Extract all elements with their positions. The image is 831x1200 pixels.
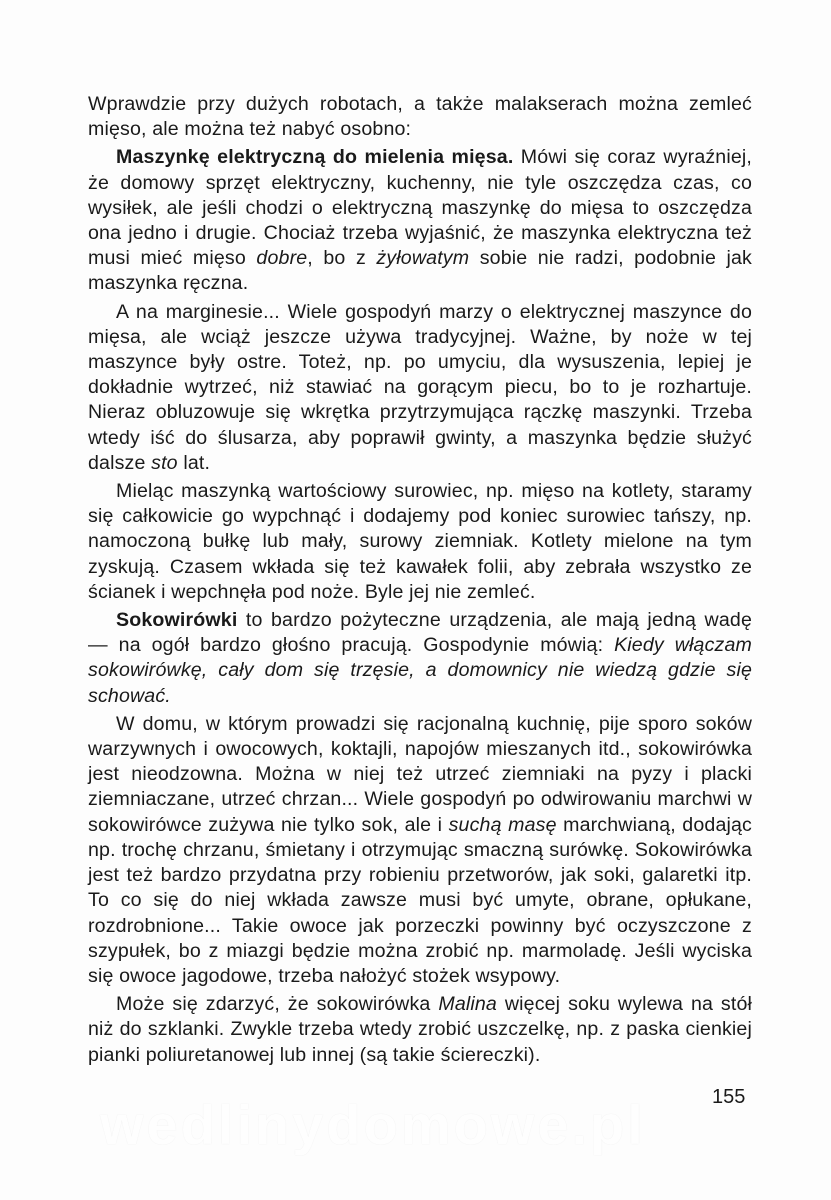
paragraph-3: A na marginesie... Wiele gospodyń marzy o elektrycznej maszynce do mięsa, ale wciąż jeszcze używa tradycyjnej. Ważne, by noże w tej maszynce były ostre. Toteż, np. po umyciu, dla wysuszenia, lepiej je dokładnie wytrzeć, niż stawiać na gorącym piecu, bo to je rozhartuje. Nieraz obluzowuje się wkrętka przytrzymująca rączkę maszynki. Trzeba wtedy iść do ślusarza, aby poprawił gwinty, a maszynka będzie służyć dalsze sto lat. bbox=[88, 300, 752, 474]
heading-meat-grinder: Maszynkę elektryczną do mielenia mięsa. bbox=[116, 146, 514, 169]
heading-juicers: Sokowirówki bbox=[116, 609, 238, 632]
paragraph-4: Mieląc maszynką wartościowy surowiec, np. mięso na kotlety, staramy się całkowicie go wypchnąć i dodajemy pod koniec surowiec tańszy, np. namoczoną bułkę lub mały, surowy ziemniak. Kotlety mielone na tym zyskują. Czasem wkłada się też kawałek folii, aby zebrała wszystko ze ścianek i wepchnęła pod noże. Byle jej nie zemleć. bbox=[88, 480, 752, 603]
paragraph-1: Wprawdzie przy dużych robotach, a także malakserach można zemleć mięso, ale można też nabyć osobno: bbox=[88, 93, 752, 141]
paragraph-2: Maszynkę elektryczną do mielenia mięsa. Mówi się coraz wyraźniej, że domowy sprzęt elektryczny, kuchenny, nie tyle oszczędza czas, co wysiłek, ale jeśli chodzi o elektryczną maszynkę do mięsa to oszczędza ona jedno i drugie. Chociaż trzeba wyjaśnić, że maszynka elektryczna też musi mieć mięso dobre, bo z żyłowatym sobie nie radzi, podobnie jak maszynka ręczna. bbox=[88, 146, 753, 295]
page-number: 155 bbox=[712, 1086, 746, 1108]
watermark: wedlinydomowe.pl bbox=[100, 1093, 646, 1156]
paragraph-6: W domu, w którym prowadzi się racjonalną kuchnię, pije sporo soków warzywnych i owocowych, koktajli, napojów mieszanych itd., sokowirówka jest nieodzowna. Można w niej też utrzeć ziemniaki na pyzy i placki ziemniaczane, utrzeć chrzan... Wiele gospodyń po odwirowaniu marchwi w sokowirówce zużywa nie tylko sok, ale i suchą masę marchwianą, dodając np. trochę chrzanu, śmietany i otrzymując smaczną surówkę. Sokowirówka jest też bardzo przydatna przy robieniu przetworów, jak soki, galaretki itp. To co się do niej wkłada zawsze musi być umyte, obrane, opłukane, rozdrobnione... Takie owoce jak porzeczki powinny być oczyszczone z szypułek, bo z miazgi będzie można zrobić np. marmoladę. Jeśli wyciska się owoce jagodowe, trzeba nałożyć stożek wsypowy. bbox=[88, 712, 752, 987]
body-text bbox=[88, 92, 752, 1071]
paragraph-7: Może się zdarzyć, że sokowirówka Malina więcej soku wylewa na stół niż do szklanki. Zwykle trzeba wtedy zrobić uszczelkę, np. z paska cienkiej pianki poliuretanowej lub innej (są takie ściereczki). bbox=[88, 993, 753, 1066]
paragraph-5: Sokowirówki to bardzo pożyteczne urządzenia, ale mają jedną wadę — na ogół bardzo głośno pracują. Gospodynie mówią: Kiedy włączam sokowirówkę, cały dom się trzęsie, a domownicy nie wiedzą gdzie się schować. bbox=[88, 609, 753, 707]
